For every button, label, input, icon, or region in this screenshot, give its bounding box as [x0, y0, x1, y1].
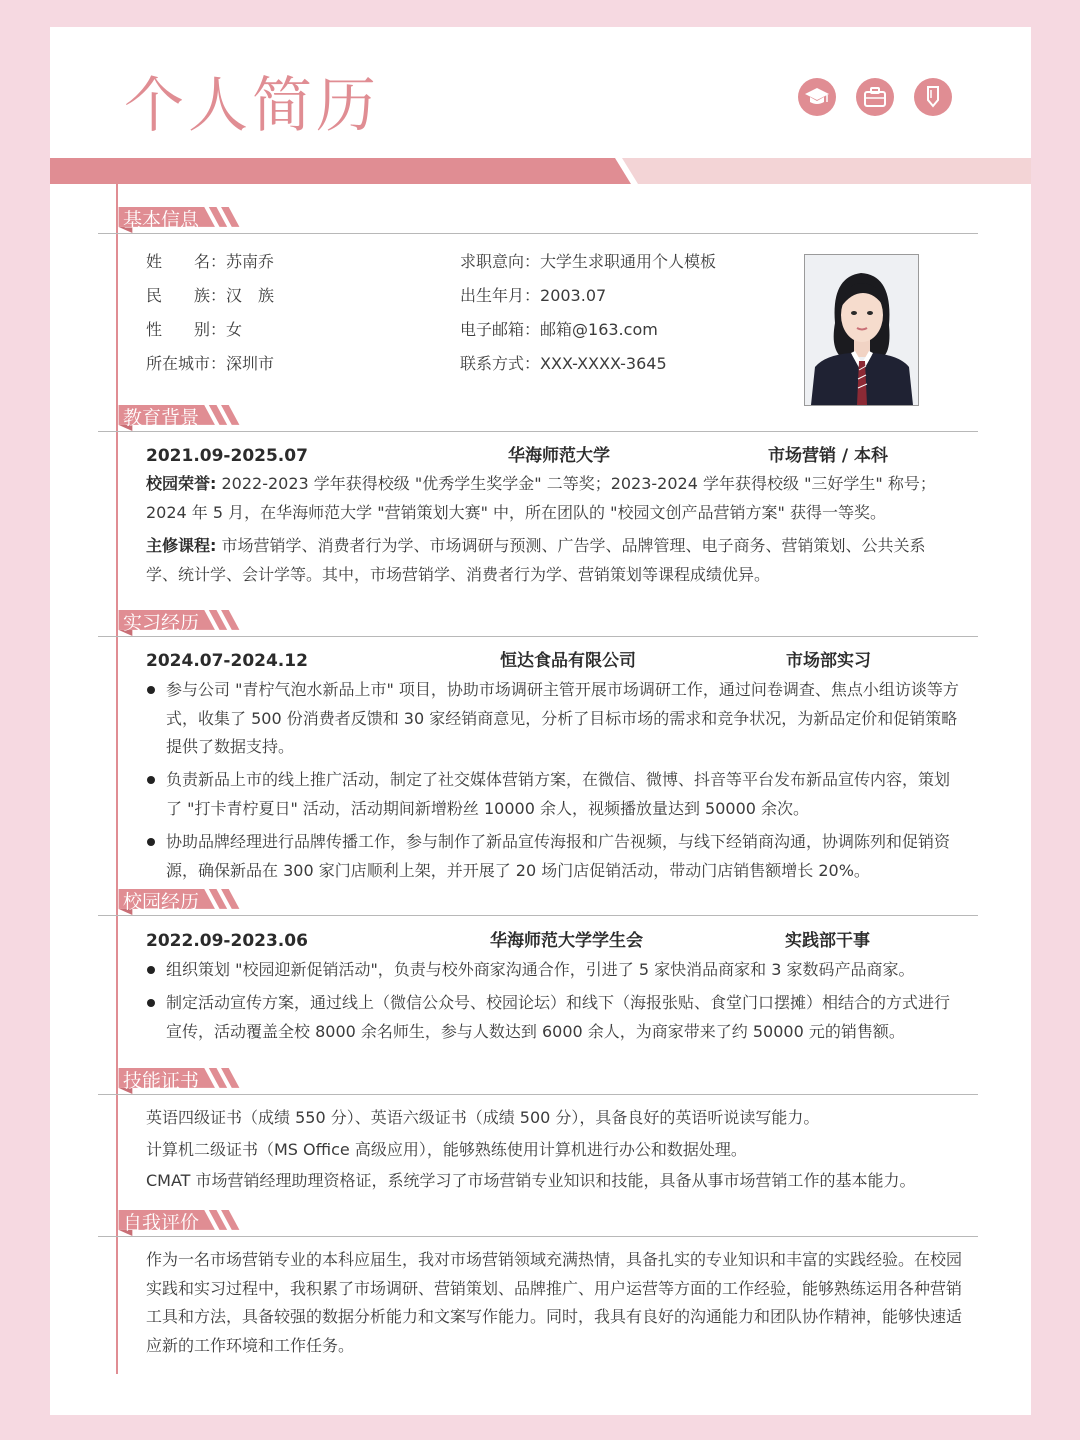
header-band [50, 158, 1031, 184]
section-header-basic [98, 207, 978, 239]
skill-line-2: 计算机二级证书（MS Office 高级应用），能够熟练使用计算机进行办公和数据处理。 [146, 1140, 747, 1159]
profile-photo [804, 254, 919, 406]
birth-label: 出生年月： [460, 286, 541, 305]
ethnic-row [146, 286, 274, 306]
edu-honors [146, 470, 966, 527]
section-title: 实习经历 [123, 612, 200, 634]
bullet-dot [147, 686, 155, 694]
courses-label: 主修课程: [146, 536, 217, 555]
honors-line-1: 2022-2023 学年获得校级 "优秀学生奖学金" 二等奖；2023-2024 学年获得校级 "三好学生" 称号； [221, 474, 936, 493]
intern-bullet-2 [147, 766, 961, 823]
email-row [460, 320, 658, 340]
edu-period: 2021.09-2025.07 [146, 446, 308, 466]
gender-row [146, 320, 242, 340]
intent-value: 大学生求职通用个人模板 [540, 252, 717, 271]
section-rule [98, 1094, 978, 1095]
birth-value: 2003.07 [540, 286, 607, 305]
city-label: 所在城市： [146, 354, 227, 373]
intent-label: 求职意向： [460, 252, 541, 271]
intern-company: 恒达食品有限公司 [500, 651, 636, 671]
intern-role: 市场部实习 [786, 651, 871, 671]
graduation-cap-icon [798, 78, 836, 116]
city-value: 深圳市 [226, 354, 275, 373]
city-row [146, 354, 274, 374]
page-title: 个人简历 [124, 71, 380, 141]
section-header-internship [98, 610, 978, 642]
courses-line-1: 市场营销学、消费者行为学、市场调研与预测、广告学、品牌管理、电子商务、营销策划、公共关系 [221, 536, 926, 555]
header-icons [798, 78, 952, 116]
phone-value: XXX-XXXX-3645 [540, 354, 667, 373]
bullet-text: 组织策划 "校园迎新促销活动"，负责与校外商家沟通合作，引进了 5 家快消品商家和 3 家数码产品商家。 [166, 960, 915, 979]
section-header-education [98, 405, 978, 437]
section-title: 技能证书 [123, 1070, 200, 1092]
campus-role: 实践部干事 [785, 931, 870, 951]
courses-line-2: 学、统计学、会计学等。其中，市场营销学、消费者行为学、营销策划等课程成绩优异。 [146, 564, 771, 584]
ethnic-label: 民 族： [146, 286, 227, 305]
skill-line-3: CMAT 市场营销经理助理资格证，系统学习了市场营销专业知识和技能，具备从事市场营销工作的基本能力。 [146, 1171, 916, 1190]
section-rule [98, 233, 978, 234]
campus-bullet-2 [147, 989, 961, 1046]
section-header-self [98, 1210, 978, 1242]
name-row [146, 252, 274, 272]
phone-row [460, 354, 667, 374]
phone-label: 联系方式： [460, 354, 541, 373]
intern-bullet-1 [147, 676, 961, 762]
honors-line-2: 2024 年 5 月，在华海师范大学 "营销策划大赛" 中，所在团队的 "校园文创产品营销方案" 获得一等奖。 [146, 502, 886, 522]
bullet-text: 参与公司 "青柠气泡水新品上市" 项目，协助市场调研主管开展市场调研工作，通过问卷调查、焦点小组访谈等方式，收集了 500 份消费者反馈和 30 家经销商意见，分析了目标市场的需求和竞争状况，为新品定价和促销策略提供了数据支持。 [166, 680, 959, 756]
email-label: 电子邮箱： [460, 320, 541, 339]
bullet-dot [147, 838, 155, 846]
birth-row [460, 286, 606, 306]
intent-row [460, 252, 716, 272]
pen-icon [914, 78, 952, 116]
section-rule [98, 1236, 978, 1237]
bullet-text: 制定活动宣传方案，通过线上（微信公众号、校园论坛）和线下（海报张贴、食堂门口摆摊）相结合的方式进行宣传，活动覆盖全校 8000 余名师生，参与人数达到 6000 余人，为商家带来了约 50000 元的销售额。 [166, 993, 951, 1041]
gender-label: 性 别： [146, 320, 227, 339]
intern-period: 2024.07-2024.12 [146, 651, 308, 671]
section-rule [98, 915, 978, 916]
gender-value: 女 [226, 320, 243, 339]
section-rule [98, 636, 978, 637]
section-header-skills [98, 1068, 978, 1100]
bullet-dot [147, 966, 155, 974]
edu-school: 华海师范大学 [508, 446, 610, 466]
section-rule [98, 431, 978, 432]
self-evaluation-text: 作为一名市场营销专业的本科应届生，我对市场营销领域充满热情，具备扎实的专业知识和丰富的实践经验。在校园实践和实习过程中，我积累了市场调研、营销策划、品牌推广、用户运营等方面的工作经验，能够熟练运用各种营销工具和方法，具备较强的数据分析能力和文案写作能力。同时，我具有良好的沟通能力和团队协作精神，能够快速适应新的工作环境和工作任务。 [146, 1250, 963, 1355]
section-title: 校园经历 [123, 891, 200, 913]
bullet-dot [147, 776, 155, 784]
briefcase-icon [856, 78, 894, 116]
name-value: 苏南乔 [226, 252, 275, 271]
edu-courses [146, 532, 966, 589]
email-value: 邮箱@163.com [540, 320, 658, 339]
ethnic-value: 汉 族 [226, 286, 275, 305]
campus-bullet-1 [147, 956, 961, 985]
skill-line-1: 英语四级证书（成绩 550 分）、英语六级证书（成绩 500 分），具备良好的英语听说读写能力。 [146, 1108, 820, 1127]
section-title: 教育背景 [123, 407, 200, 429]
section-title: 自我评价 [123, 1212, 200, 1234]
bullet-dot [147, 999, 155, 1007]
section-header-campus [98, 889, 978, 921]
edu-major: 市场营销 / 本科 [768, 446, 889, 466]
honors-label: 校园荣誉: [146, 474, 217, 493]
bullet-text: 协助品牌经理进行品牌传播工作，参与制作了新品宣传海报和广告视频，与线下经销商沟通，协调陈列和促销资源，确保新品在 300 家门店顺利上架，并开展了 20 场门店促销活动，带动门店销售额增长 20%。 [166, 832, 951, 880]
bullet-text: 负责新品上市的线上推广活动，制定了社交媒体营销方案，在微信、微博、抖音等平台发布新品宣传内容，策划了 "打卡青柠夏日" 活动，活动期间新增粉丝 10000 余人，视频播放量达到 50000 余次。 [166, 770, 951, 818]
campus-period: 2022.09-2023.06 [146, 931, 308, 951]
intern-bullet-3 [147, 828, 961, 885]
timeline-line [116, 184, 118, 1374]
campus-org: 华海师范大学学生会 [490, 931, 643, 951]
section-title: 基本信息 [123, 209, 200, 231]
name-label: 姓 名： [146, 252, 227, 271]
